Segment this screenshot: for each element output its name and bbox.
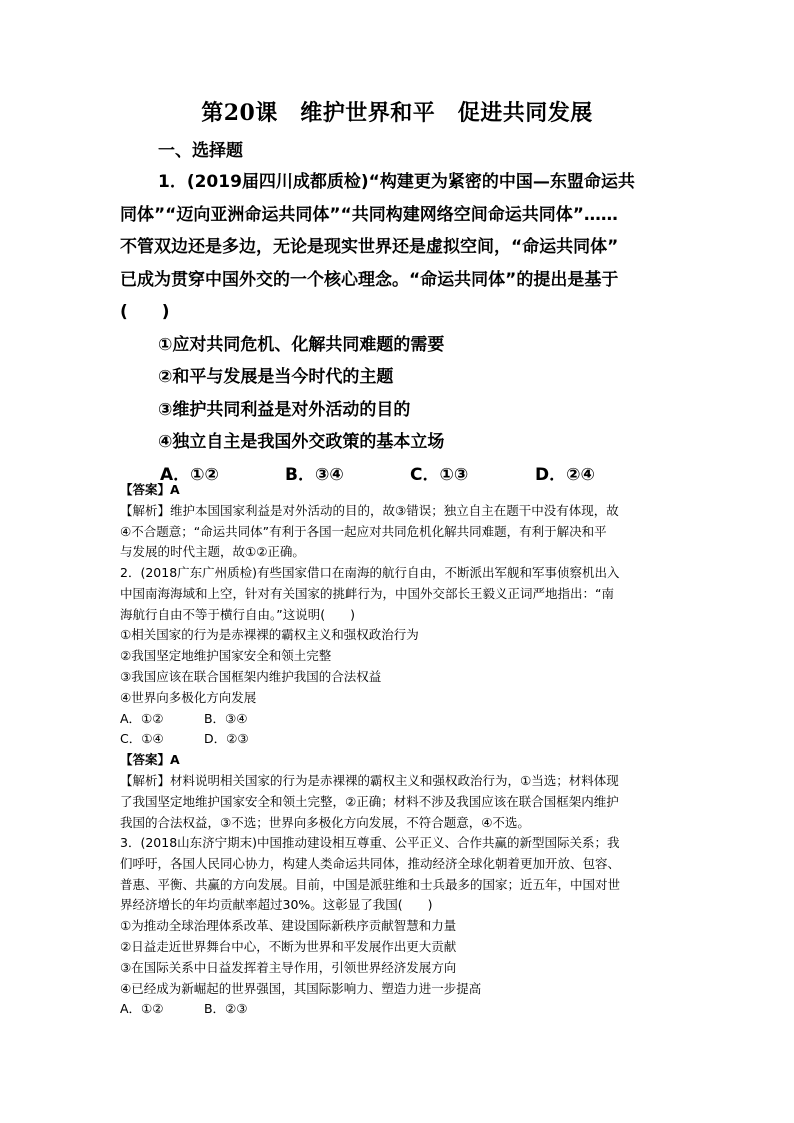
section-heading: 一、选择题	[158, 141, 243, 161]
page-title: 第20课 维护世界和平 促进共同发展	[201, 100, 593, 126]
q1-analysis-line: ④不合题意；“命运共同体”有利于各国一起应对共同危机化解共同难题，有利于解决和平	[120, 523, 607, 539]
q2-stem-line: 2．(2018广东广州质检)有些国家借口在南海的航行自由，不断派出军舰和军事侦察机出入	[120, 565, 620, 580]
q3-option: ③在国际关系中日益发挥着主导作用，引领世界经济发展方向	[120, 959, 457, 975]
q2-choice-b: B．③④	[203, 710, 248, 726]
q2-analysis-line: 我国的合法权益，③不选；世界向多极化方向发展，不符合题意，④不选。	[120, 814, 530, 830]
q3-option: ②日益走近世界舞台中心，不断为世界和平发展作出更大贡献	[120, 938, 457, 954]
q1-choice-b: B．③④	[285, 464, 344, 485]
q1-choice-c: C．①③	[410, 464, 469, 485]
q3-choice-b: B．②③	[203, 1001, 248, 1017]
q1-stem-line: 不管双边还是多边，无论是现实世界还是虚拟空间，“命运共同体”	[120, 237, 619, 257]
q1-stem-line: 已成为贯穿中国外交的一个核心理念。“命运共同体”的提出是基于	[120, 269, 619, 290]
q3-choices-row	[120, 999, 695, 1020]
q1-choice-d: D．②④	[535, 464, 595, 485]
q1-answer: 【答案】A	[120, 482, 180, 497]
q2-choices-row	[120, 709, 695, 730]
q2-choice-a: A．①②	[120, 710, 164, 726]
q1-answer-blank: ( )	[120, 302, 170, 322]
q2-stem-line: 海航行自由不等于横行自由。”这说明( )	[120, 606, 355, 622]
q3-choice-a: A．①②	[120, 1001, 164, 1017]
q3-option: ④已经成为新崛起的世界强国，其国际影响力、塑造力进一步提高	[120, 980, 482, 996]
question-3	[120, 833, 695, 1020]
q1-option: ③维护共同利益是对外活动的目的	[158, 399, 411, 420]
q1-option: ④独立自主是我国外交政策的基本立场	[158, 432, 445, 452]
q1-analysis-line: 【解析】维护本国国家利益是对外活动的目的，故③错误；独立自主在题干中没有体现，故	[120, 502, 619, 518]
q1-choice-a: A．①②	[160, 464, 219, 485]
q3-stem-line: 们呼吁，各国人民同心协力，构建人类命运共同体，推动经济全球化朝着更加开放、包容、	[120, 855, 621, 871]
q2-option: ④世界向多极化方向发展	[120, 689, 257, 705]
q1-option: ①应对共同危机、化解共同难题的需要	[158, 334, 445, 355]
q3-stem-line: 3．(2018山东济宁期末)中国推动建设相互尊重、公平正义、合作共赢的新型国际关系；我	[120, 835, 620, 850]
q1-stem-line: 1．(2019届四川成都质检)“构建更为紧密的中国—东盟命运共	[158, 172, 635, 192]
q2-choices-row	[120, 729, 695, 750]
q3-option: ①为推动全球治理体系改革、建设国际新秩序贡献智慧和力量	[120, 918, 457, 934]
q2-option: ③我国应该在联合国框架内维护我国的合法权益	[120, 668, 382, 684]
question-1	[120, 166, 690, 491]
q1-stem-line: 同体”“迈向亚洲命运共同体”“共同构建网络空间命运共同体”……	[120, 204, 618, 225]
q3-stem-line: 界经济增长的年均贡献率超过30%。这彰显了我国( )	[120, 897, 433, 913]
q2-analysis-line: 【解析】材料说明相关国家的行为是赤裸裸的霸权主义和强权政治行为，①当选；材料体现	[120, 772, 619, 788]
q1-answer-block	[120, 480, 695, 563]
question-2	[120, 563, 695, 833]
q1-option: ②和平与发展是当今时代的主题	[158, 367, 394, 387]
q2-choice-d: D．②③	[203, 731, 249, 747]
q2-choice-c: C．①④	[120, 731, 164, 747]
q2-answer: 【答案】A	[120, 752, 180, 768]
q2-option: ②我国坚定地维护国家安全和领土完整	[120, 648, 332, 664]
q1-analysis-line: 与发展的时代主题，故①②正确。	[120, 544, 305, 560]
q2-option: ①相关国家的行为是赤裸裸的霸权主义和强权政治行为	[120, 627, 419, 643]
q2-analysis-line: 了我国坚定地维护国家安全和领土完整，②正确；材料不涉及我国应该在联合国框架内维护	[120, 793, 619, 809]
q2-stem-line: 中国南海海域和上空，针对有关国家的挑衅行为，中国外交部长王毅义正词严地指出：“南	[120, 585, 614, 601]
q3-stem-line: 普惠、平衡、共赢的方向发展。目前，中国是派驻维和士兵最多的国家；近五年，中国对世	[120, 876, 621, 892]
